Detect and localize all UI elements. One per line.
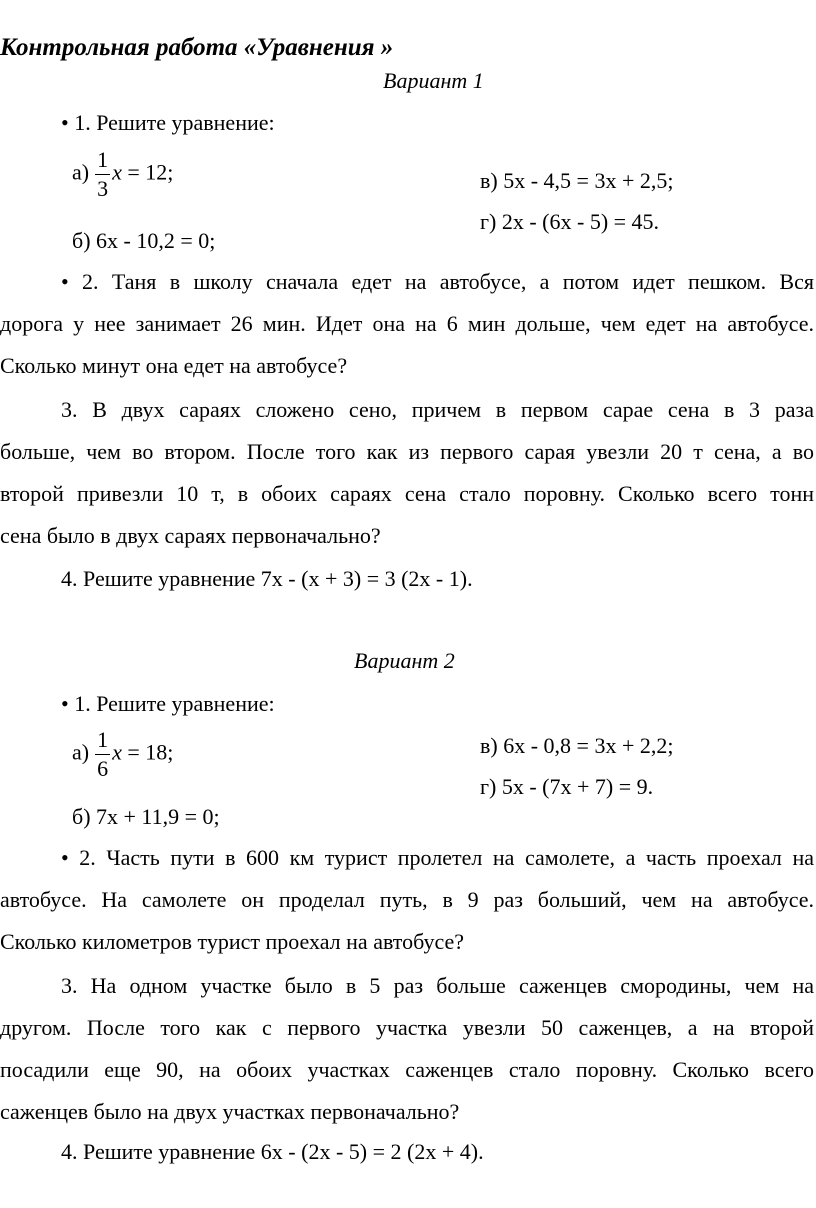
variant-2-task-2	[0, 837, 814, 963]
variant-2-equation-g: г) 5x - (7x + 7) = 9.	[480, 774, 654, 799]
variable-x: x	[112, 739, 122, 765]
fraction-denominator: 3	[97, 176, 109, 201]
equation-a-rest: = 18;	[121, 739, 174, 765]
variant-2-equation-a	[72, 729, 173, 780]
fraction-numerator: 1	[95, 729, 110, 755]
equation-a-prefix: а)	[72, 739, 90, 765]
fraction-numerator: 1	[95, 149, 110, 175]
task-line: Сколько минут она едет на автобусе?	[0, 353, 348, 378]
variant-2-task-4: 4. Решите уравнение 6x - (2x - 5) = 2 (2x + 4).	[61, 1139, 484, 1164]
task-line: 3. В двух сараях сложено сено, причем в первом сарае сена в 3 раза	[61, 397, 814, 422]
variant-1-equation-g: г) 2x - (6x - 5) = 45.	[480, 209, 660, 234]
task-line: другом. После того как с первого участка увезли 50 саженцев, а на второй	[0, 1015, 814, 1040]
task-line: автобусе. На самолете он проделал путь, в 9 раз больший, чем на автобусе.	[0, 887, 814, 912]
variant-1-task-3	[0, 389, 814, 557]
task-line: • 2. Таня в школу сначала едет на автобусе, а потом идет пешком. Вся	[61, 269, 814, 294]
variant-2-task-1-label: • 1. Решите уравнение:	[61, 691, 275, 716]
fraction	[95, 149, 110, 200]
fraction-denominator: 6	[97, 756, 109, 781]
variant-1-equation-a	[72, 149, 173, 200]
page-title: Контрольная работа «Уравнения »	[0, 34, 394, 61]
variant-2-task-3	[0, 965, 814, 1133]
variant-1-task-4: 4. Решите уравнение 7x - (x + 3) = 3 (2x - 1).	[61, 566, 473, 591]
task-line: второй привезли 10 т, в обоих сараях сена стало поровну. Сколько всего тонн	[0, 481, 814, 506]
variant-1-equation-v: в) 5x - 4,5 = 3x + 2,5;	[480, 168, 674, 193]
task-line: дорога у нее занимает 26 мин. Идет она на 6 мин дольше, чем едет на автобусе.	[0, 311, 814, 336]
equation-a-rest: = 12;	[121, 159, 174, 185]
task-line: • 2. Часть пути в 600 км турист пролетел на самолете, а часть проехал на	[61, 845, 814, 870]
task-line: посадили еще 90, на обоих участках саженцев стало поровну. Сколько всего	[0, 1057, 814, 1082]
variant-1-equation-b: б) 6x - 10,2 = 0;	[72, 228, 216, 253]
variant-1-heading: Вариант 1	[383, 68, 484, 93]
variant-2-heading: Вариант 2	[354, 648, 455, 673]
variable-x: x	[112, 159, 122, 185]
variant-1-task-2	[0, 261, 814, 387]
task-line: больше, чем во втором. После того как из первого сарая увезли 20 т сена, а во	[0, 439, 814, 464]
variant-1-task-1-label: • 1. Решите уравнение:	[61, 110, 275, 135]
task-line: 3. На одном участке было в 5 раз больше саженцев смородины, чем на	[61, 973, 814, 998]
task-line: сена было в двух сараях первоначально?	[0, 523, 381, 548]
task-line: Сколько километров турист проехал на автобусе?	[0, 929, 465, 954]
task-line: саженцев было на двух участках первоначально?	[0, 1099, 460, 1124]
variant-2-equation-b: б) 7x + 11,9 = 0;	[72, 804, 220, 829]
equation-a-prefix: а)	[72, 159, 90, 185]
variant-2-equation-v: в) 6x - 0,8 = 3x + 2,2;	[480, 733, 674, 758]
fraction	[95, 729, 110, 780]
